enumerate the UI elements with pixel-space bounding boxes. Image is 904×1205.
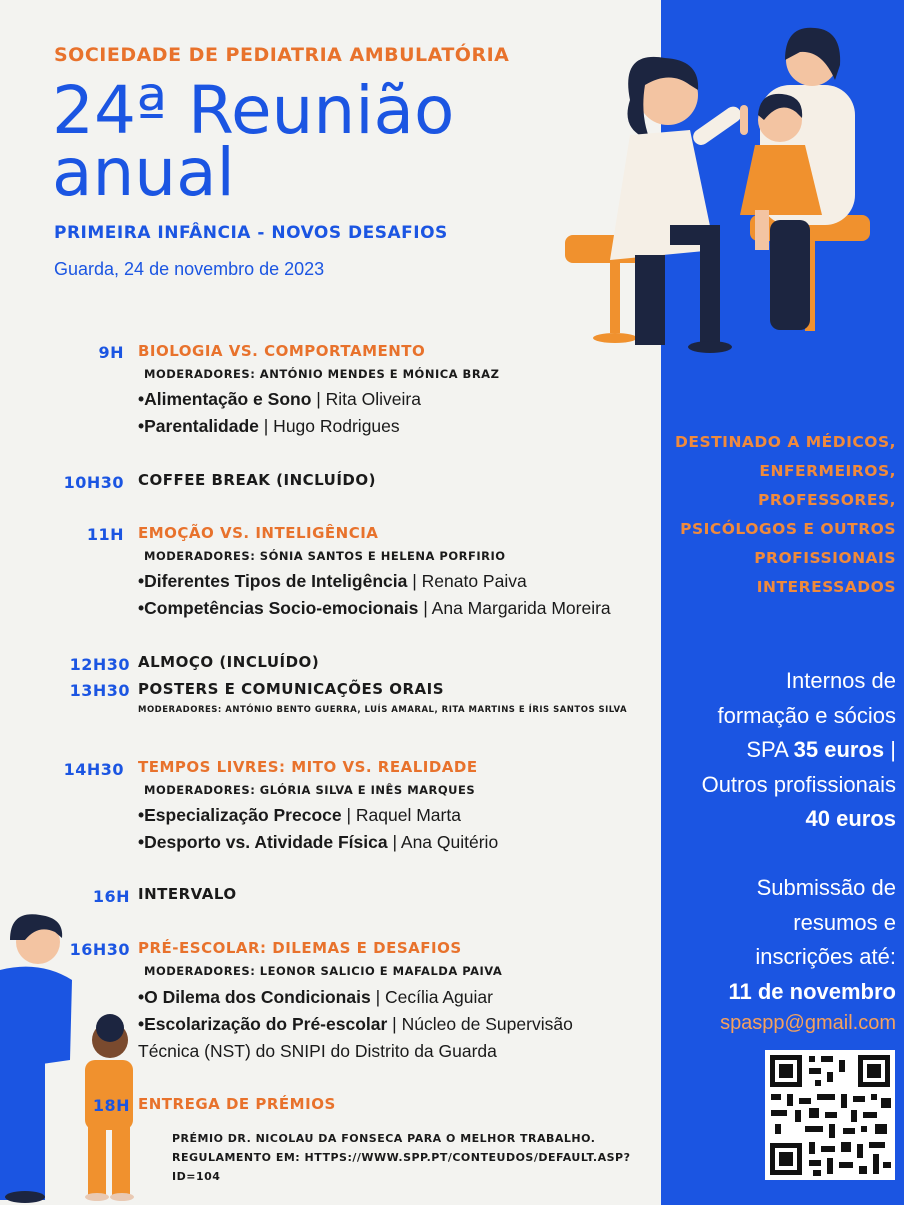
talk-item: •Alimentação e Sono | Rita Oliveira bbox=[138, 389, 421, 409]
session-title: BIOLOGIA VS. COMPORTAMENTO bbox=[138, 342, 426, 360]
session-time: 18H bbox=[92, 1096, 130, 1115]
session-moderators: MODERADORES: ANTÓNIO BENTO GUERRA, LUÍS AMARAL, RITA MARTINS E ÍRIS SANTOS SILVA bbox=[138, 705, 628, 715]
session-moderators: MODERADORES: LEONOR SALICIO E MAFALDA PAIVA bbox=[144, 964, 503, 978]
organization-name: SOCIEDADE DE PEDIATRIA AMBULATÓRIA bbox=[54, 44, 510, 66]
talk-item: •Diferentes Tipos de Inteligência | Renato Paiva bbox=[138, 571, 527, 591]
session-title: INTERVALO bbox=[138, 885, 237, 903]
title-line-1: 24ª Reunião bbox=[52, 72, 455, 149]
session-moderators: MODERADORES: ANTÓNIO MENDES E MÓNICA BRAZ bbox=[144, 367, 500, 381]
session-time: 16H bbox=[92, 887, 130, 906]
session-time: 11H bbox=[86, 525, 124, 544]
qr-code[interactable] bbox=[765, 1050, 895, 1180]
session-title: TEMPOS LIVRES: MITO VS. REALIDADE bbox=[138, 758, 478, 776]
session-title: ALMOÇO (INCLUÍDO) bbox=[138, 653, 320, 671]
fees-text: Internos de formação e sócios SPA 35 euros | Outros profissionais 40 euros bbox=[701, 668, 896, 831]
talk-item-continuation: Técnica (NST) do SNIPI do Distrito da Guarda bbox=[138, 1041, 497, 1061]
session-time: 9H bbox=[98, 343, 124, 362]
submission-text: Submissão de resumos e inscrições até: 11 de novembro bbox=[728, 875, 896, 1004]
session-moderators: MODERADORES: GLÓRIA SILVA E INÊS MARQUES bbox=[144, 783, 476, 797]
event-subtitle: PRIMEIRA INFÂNCIA - NOVOS DESAFIOS bbox=[54, 223, 448, 243]
session-title: PRÉ-ESCOLAR: DILEMAS E DESAFIOS bbox=[138, 939, 462, 957]
session-title: ENTREGA DE PRÉMIOS bbox=[138, 1095, 336, 1113]
session-time: 10H30 bbox=[63, 473, 124, 492]
doctor-child-illustration bbox=[560, 20, 880, 360]
session-time: 14H30 bbox=[63, 760, 124, 779]
session-title: COFFEE BREAK (INCLUÍDO) bbox=[138, 471, 376, 489]
award-text: PRÉMIO DR. NICOLAU DA FONSECA PARA O MELHOR TRABALHO. REGULAMENTO EM: HTTPS://WWW.SPP.PT/CONTEUDOS/DEFAULT.ASP? ID=104 bbox=[172, 1132, 631, 1183]
talk-item: •Escolarização do Pré-escolar | Núcleo de Supervisão bbox=[138, 1014, 573, 1034]
title-line-2: anual bbox=[52, 134, 235, 211]
talk-item: •Competências Socio-emocionais | Ana Margarida Moreira bbox=[138, 598, 611, 618]
page-title bbox=[52, 72, 455, 211]
talk-item: •O Dilema dos Condicionais | Cecília Aguiar bbox=[138, 987, 493, 1007]
session-moderators: MODERADORES: SÓNIA SANTOS E HELENA PORFIRIO bbox=[144, 549, 506, 563]
talk-item: •Desporto vs. Atividade Física | Ana Quitério bbox=[138, 832, 499, 852]
contact-email[interactable]: spaspp@gmail.com bbox=[720, 1012, 896, 1034]
audience-text: DESTINADO A MÉDICOS, ENFERMEIROS, PROFESSORES, PSICÓLOGOS E OUTROS PROFISSIONAIS INTERESSADOS bbox=[674, 433, 896, 596]
place-date: Guarda, 24 de novembro de 2023 bbox=[54, 259, 325, 279]
session-time: 12H30 bbox=[69, 655, 130, 674]
talk-item: •Parentalidade | Hugo Rodrigues bbox=[138, 416, 400, 436]
session-title: POSTERS E COMUNICAÇÕES ORAIS bbox=[138, 680, 445, 698]
session-title: EMOÇÃO VS. INTELIGÊNCIA bbox=[138, 524, 379, 542]
session-time: 16H30 bbox=[69, 940, 130, 959]
session-time: 13H30 bbox=[69, 681, 130, 700]
talk-item: •Especialização Precoce | Raquel Marta bbox=[138, 805, 461, 825]
